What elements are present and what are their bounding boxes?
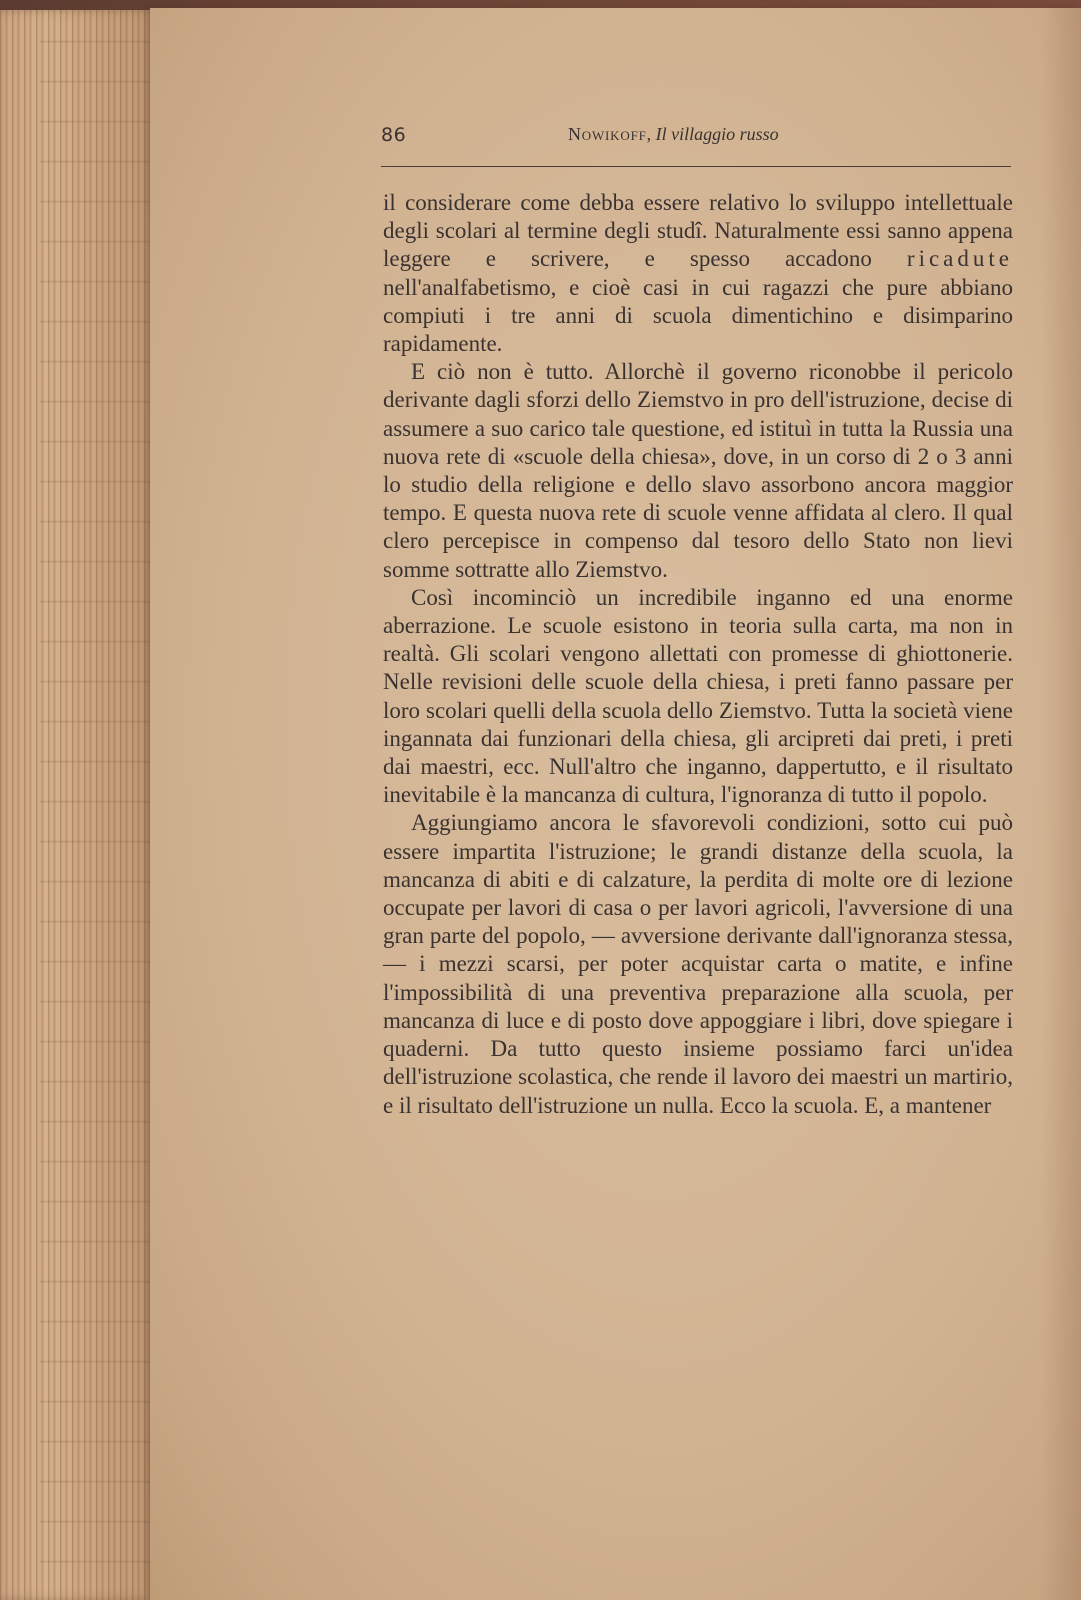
book-title: Il villaggio russo	[655, 124, 779, 144]
paragraph-text: il considerare come debba essere relativo lo sviluppo intellettuale degli scolari al termine degli studî. Naturalmente essi sanno appena leggere e scrivere, e spesso accadono	[383, 190, 1013, 272]
paragraph: Così incominciò un incredibile inganno ed una enorme aberrazione. Le scuole esistono in teoria sulla carta, ma non in realtà. Gli scolari vengono allettati con promesse di ghiottonerie. Nelle revisioni delle scuole della chiesa, i preti fanno passare per loro scolari quelli della scuola dello Ziemstvo. Tutta la società viene ingannata dai funzionari della chiesa, gli arcipreti dai preti, i preti dai maestri, ecc. Null'altro che inganno, dappertutto, e il risultato inevitabile è la mancanza di cultura, l'ignoranza di tutto il popolo.	[383, 584, 1013, 808]
page-edge-texture	[40, 10, 150, 1600]
paragraph: E ciò non è tutto. Allorchè il governo riconobbe il pericolo derivante dagli sforzi dello Ziemstvo in pro dell'istruzione, decise di assumere a suo carico tale questione, ed istituì in tutta la Russia una nuova rete di «scuole della chiesa», dove, in un corso di 2 o 3 anni lo studio della religione e dello slavo assorbono ancora maggior tempo. E questa nuova rete di scuole venne affidata al clero. Il qual clero percepisce in compenso dal tesoro dello Stato non lievi somme sottratte allo Ziemstvo.	[383, 359, 1013, 582]
paragraph: Aggiungiamo ancora le sfavorevoli condizioni, sotto cui può essere impartita l'istruzione; le grandi distanze della scuola, la mancanza di abiti e di calzature, la perdita di molte ore di lezione occupate per lavori di casa o per lavori agricoli, l'avversione di una gran parte del popolo, — avversione derivante dall'ignoranza stessa, — i mezzi scarsi, per poter acquistar carta o matite, e infine l'impossibilità di una preventiva preparazione alla scuola, per mancanza di luce e di posto dove appoggiare i libri, dove spiegare i quaderni. Da tutto questo insieme possiamo farci un'idea dell'istruzione scolastica, che rende il lavoro dei maestri un martirio, e il risultato dell'istruzione un nulla. Ecco la scuola. E, a mantener	[383, 810, 1013, 1118]
paragraph	[383, 189, 1013, 358]
paragraph-text: nell'analfabetismo, e cioè casi in cui ragazzi che pure abbiano compiuti i tre anni di scuola dimentichino e disimparino rapidamente.	[383, 274, 1013, 357]
page-shading	[1041, 8, 1081, 1600]
body-text	[383, 189, 1013, 1120]
page-number: 86	[381, 124, 407, 146]
running-head-separator: ,	[646, 124, 656, 144]
header-rule	[381, 166, 1011, 167]
letterspaced-word: ricadute	[906, 246, 1013, 272]
running-head	[568, 124, 779, 145]
author-name: Nowikoff	[568, 124, 647, 144]
page-header	[381, 124, 1011, 154]
